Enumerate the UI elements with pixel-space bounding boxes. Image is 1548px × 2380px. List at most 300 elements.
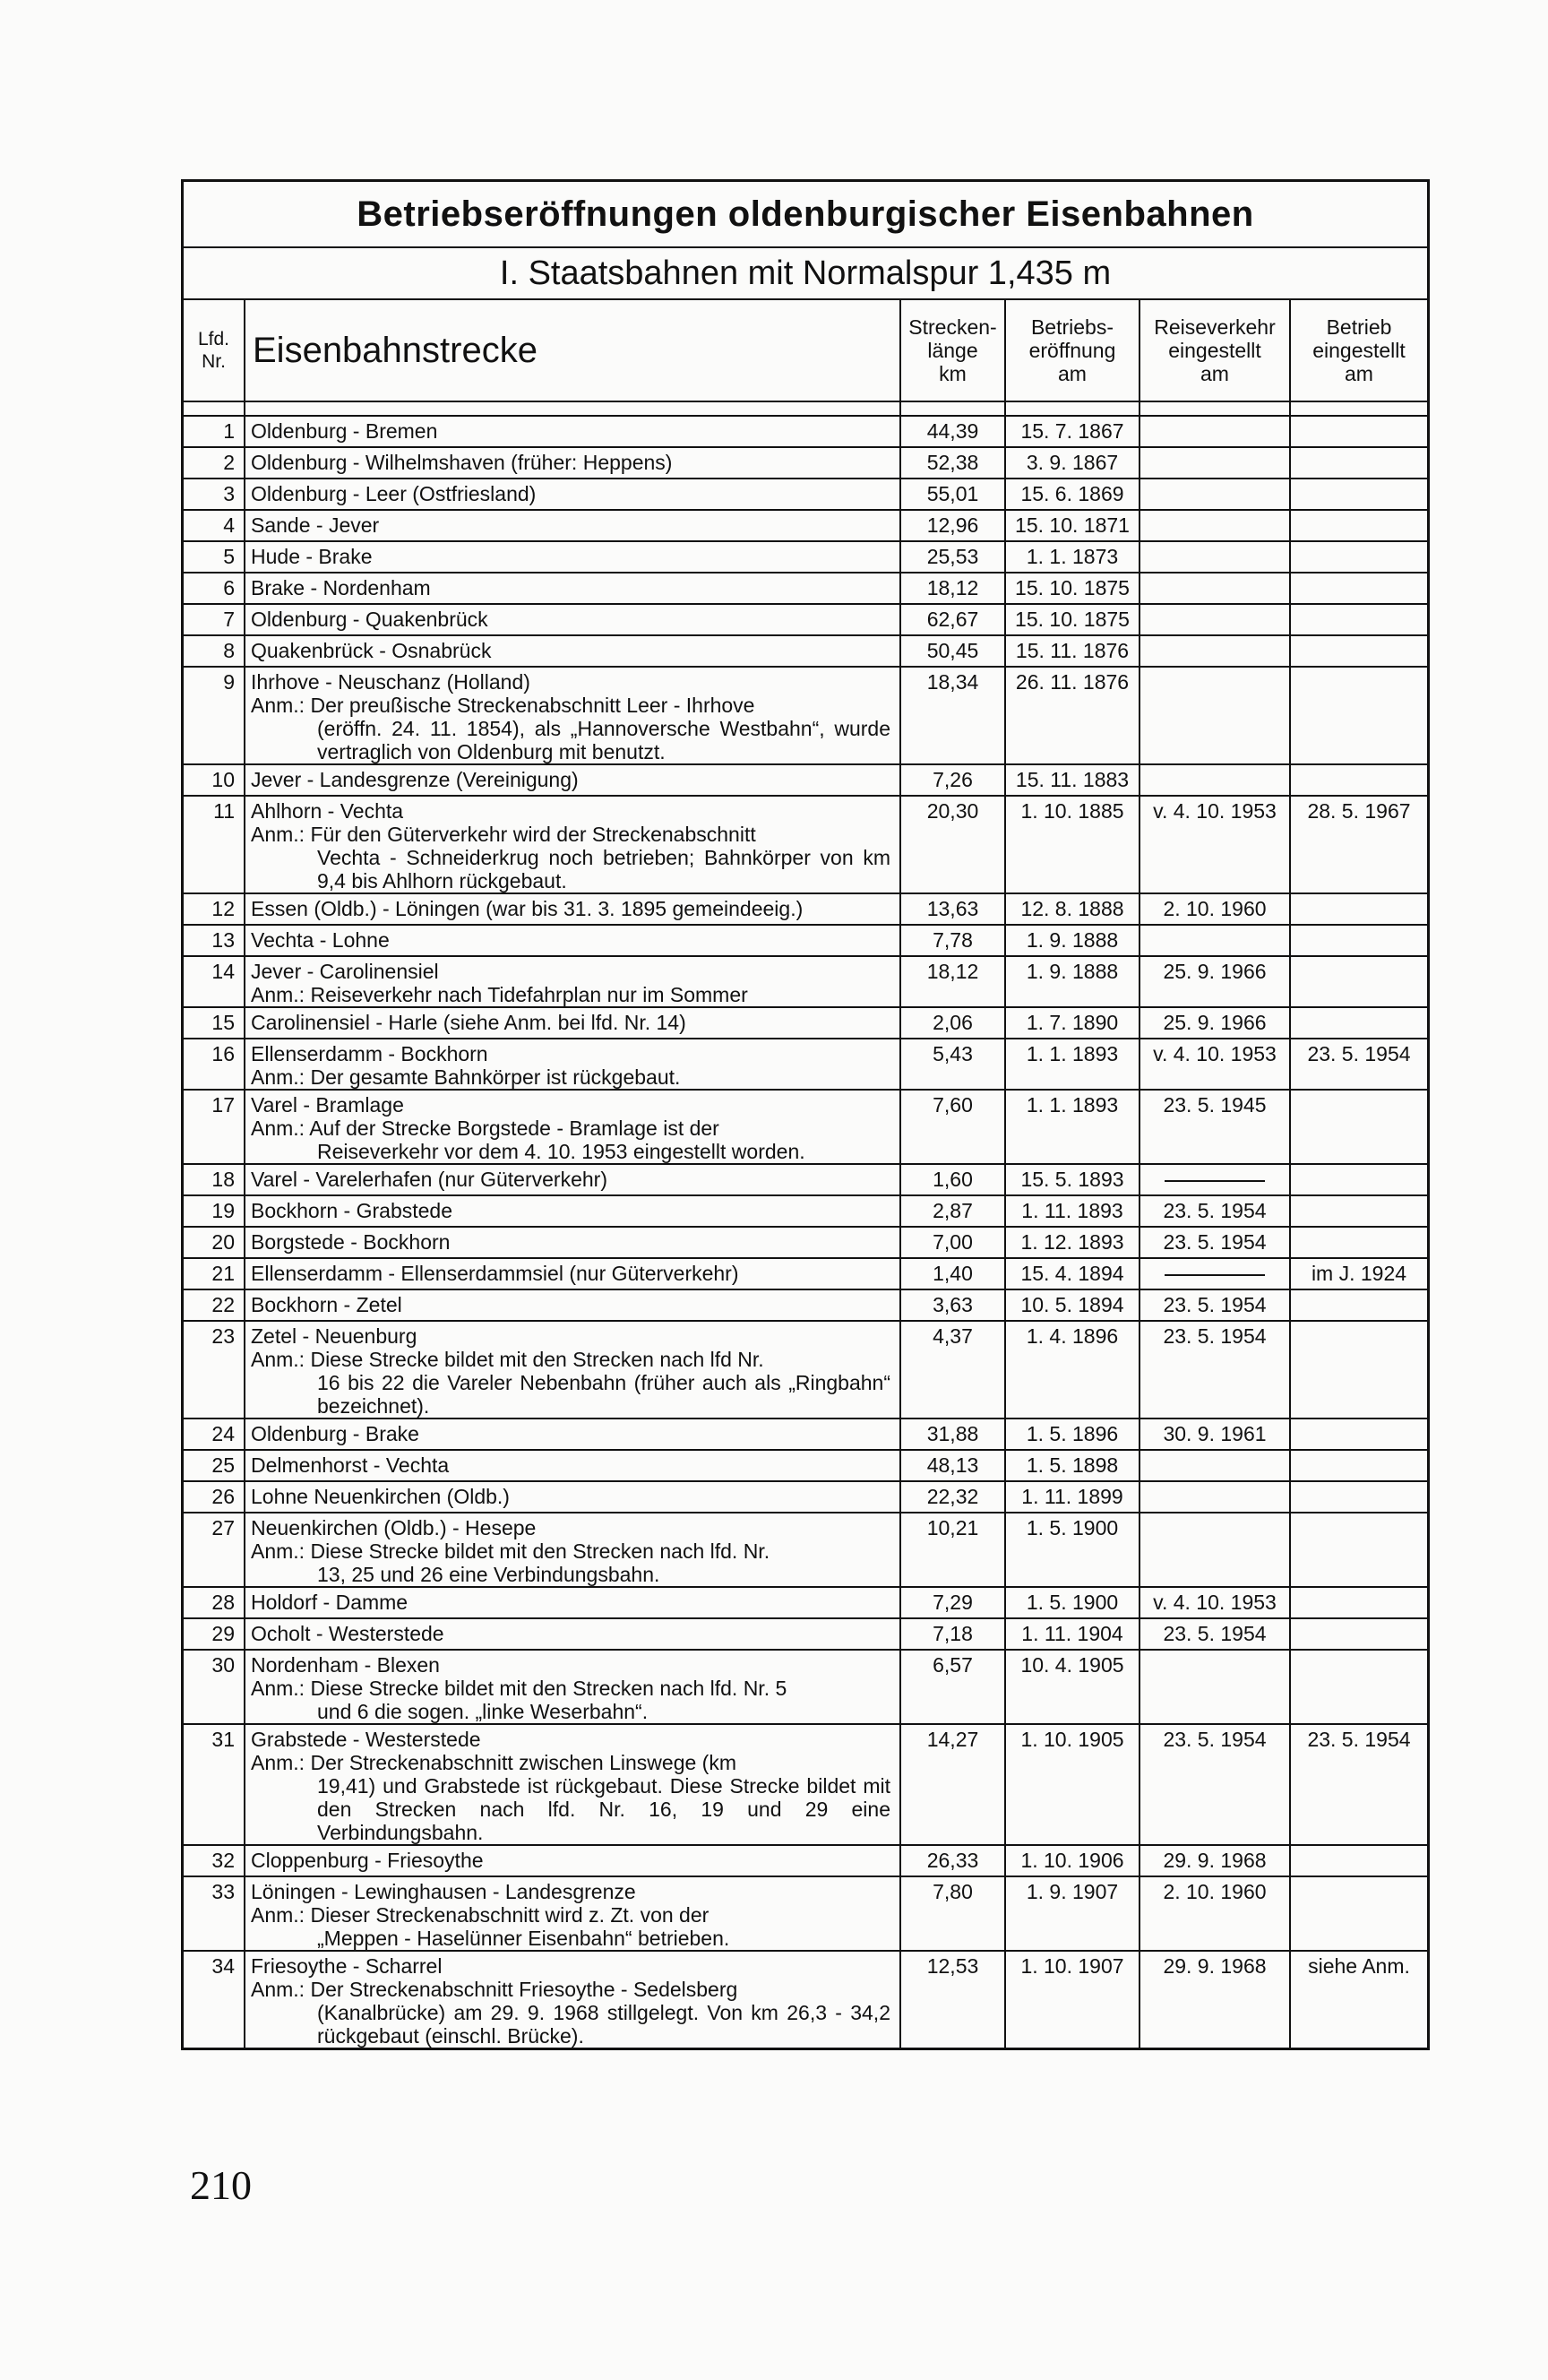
header-row <box>184 300 1427 401</box>
route-note-continued: (eröffn. 24. 11. 1854), als „Hannoversche Westbahn“, wurde vertraglich von Oldenburg mit benutzt. <box>317 717 890 763</box>
operation-ended: 23. 5. 1954 <box>1290 1039 1427 1090</box>
opening-date: 1. 11. 1893 <box>1005 1195 1140 1227</box>
opening-date: 1. 10. 1885 <box>1005 796 1140 893</box>
table-row <box>184 1321 1427 1419</box>
route-note: Anm.: Der Streckenabschnitt zwischen Linswege (km <box>251 1751 736 1774</box>
header-reiseverkehr-line: Reiseverkehr <box>1154 315 1276 339</box>
length-km: 5,43 <box>900 1039 1005 1090</box>
opening-date: 1. 4. 1896 <box>1005 1321 1140 1419</box>
passenger-ended: v. 4. 10. 1953 <box>1140 1587 1290 1618</box>
passenger-ended <box>1140 1164 1290 1195</box>
route-name: Quakenbrück - Osnabrück <box>251 639 492 662</box>
route-note: Anm.: Diese Strecke bildet mit den Strecken nach lfd. Nr. <box>251 1539 770 1563</box>
passenger-ended: 30. 9. 1961 <box>1140 1419 1290 1450</box>
opening-date: 1. 11. 1904 <box>1005 1618 1140 1650</box>
route-name: Jever - Landesgrenze (Vereinigung) <box>251 768 579 791</box>
page-number: 210 <box>190 2162 252 2208</box>
route-cell <box>245 1164 900 1195</box>
route-name: Varel - Varelerhafen (nur Güterverkehr) <box>251 1168 607 1191</box>
route-cell <box>245 956 900 1007</box>
passenger-ended: 25. 9. 1966 <box>1140 1007 1290 1039</box>
route-note-continued: 16 bis 22 die Vareler Nebenbahn (früher auch als „Ringbahn“ bezeichnet). <box>317 1371 890 1418</box>
opening-date: 10. 4. 1905 <box>1005 1650 1140 1724</box>
row-number: 17 <box>184 1090 245 1164</box>
operation-ended <box>1290 1618 1427 1650</box>
route-name: Hude - Brake <box>251 545 373 568</box>
opening-date: 1. 9. 1907 <box>1005 1876 1140 1951</box>
table-title: Betriebseröffnungen oldenburgischer Eisenbahnen <box>184 182 1427 248</box>
row-number: 19 <box>184 1195 245 1227</box>
route-cell <box>245 667 900 764</box>
table-row <box>184 416 1427 447</box>
passenger-ended: 2. 10. 1960 <box>1140 1876 1290 1951</box>
route-name: Cloppenburg - Friesoythe <box>251 1849 484 1872</box>
route-cell <box>245 1724 900 1845</box>
operation-ended <box>1290 764 1427 796</box>
route-note-continued: 19,41) und Grabstede ist rückgebaut. Diese Strecke bildet mit den Strecken nach lfd. Nr. 16, 19 und 29 eine Verbindungsbahn. <box>317 1774 890 1844</box>
route-cell <box>245 416 900 447</box>
route-cell <box>245 573 900 604</box>
route-note-continued: „Meppen - Haselünner Eisenbahn“ betrieben. <box>317 1927 730 1950</box>
passenger-ended <box>1140 635 1290 667</box>
length-km: 1,60 <box>900 1164 1005 1195</box>
header-betrieb-line: am <box>1345 362 1373 385</box>
operation-ended <box>1290 893 1427 925</box>
header-eroeffnung-line: Betriebs- <box>1030 315 1114 339</box>
passenger-ended <box>1140 1650 1290 1724</box>
table-row <box>184 893 1427 925</box>
passenger-ended <box>1140 510 1290 541</box>
length-km: 2,06 <box>900 1007 1005 1039</box>
length-km: 44,39 <box>900 416 1005 447</box>
row-number: 9 <box>184 667 245 764</box>
operation-ended: siehe Anm. <box>1290 1951 1427 2048</box>
route-cell <box>245 510 900 541</box>
operation-ended <box>1290 604 1427 635</box>
header-eroeffnung-line: am <box>1058 362 1087 385</box>
route-cell <box>245 1039 900 1090</box>
row-number: 27 <box>184 1513 245 1587</box>
row-number: 24 <box>184 1419 245 1450</box>
passenger-ended <box>1140 573 1290 604</box>
opening-date: 26. 11. 1876 <box>1005 667 1140 764</box>
length-km: 1,40 <box>900 1258 1005 1289</box>
opening-date: 1. 11. 1899 <box>1005 1481 1140 1513</box>
table-row <box>184 1007 1427 1039</box>
route-cell <box>245 1845 900 1876</box>
row-number: 14 <box>184 956 245 1007</box>
table-row <box>184 925 1427 956</box>
length-km: 50,45 <box>900 635 1005 667</box>
route-cell <box>245 1618 900 1650</box>
passenger-ended: 23. 5. 1954 <box>1140 1321 1290 1419</box>
route-note-continued: Reiseverkehr vor dem 4. 10. 1953 eingestellt worden. <box>317 1140 805 1163</box>
operation-ended: 28. 5. 1967 <box>1290 796 1427 893</box>
route-name: Ihrhove - Neuschanz (Holland) <box>251 670 530 694</box>
length-km: 62,67 <box>900 604 1005 635</box>
route-name: Ocholt - Westerstede <box>251 1622 444 1645</box>
length-km: 7,26 <box>900 764 1005 796</box>
length-km: 2,87 <box>900 1195 1005 1227</box>
passenger-ended <box>1140 447 1290 479</box>
route-name: Grabstede - Westerstede <box>251 1728 481 1751</box>
route-note: Anm.: Auf der Strecke Borgstede - Bramlage ist der <box>251 1117 719 1140</box>
operation-ended <box>1290 635 1427 667</box>
opening-date: 1. 1. 1873 <box>1005 541 1140 573</box>
operation-ended <box>1290 1007 1427 1039</box>
table-row <box>184 796 1427 893</box>
operation-ended <box>1290 1513 1427 1587</box>
opening-date: 1. 1. 1893 <box>1005 1039 1140 1090</box>
header-spacer-row <box>184 401 1427 416</box>
operation-ended <box>1290 667 1427 764</box>
row-number: 18 <box>184 1164 245 1195</box>
route-cell <box>245 893 900 925</box>
route-note: Anm.: Dieser Streckenabschnitt wird z. Zt. von der <box>251 1903 710 1927</box>
railway-table <box>184 300 1427 2048</box>
length-km: 55,01 <box>900 479 1005 510</box>
operation-ended <box>1290 956 1427 1007</box>
operation-ended <box>1290 1090 1427 1164</box>
route-name: Oldenburg - Leer (Ostfriesland) <box>251 482 537 505</box>
length-km: 31,88 <box>900 1419 1005 1450</box>
opening-date: 12. 8. 1888 <box>1005 893 1140 925</box>
route-cell <box>245 635 900 667</box>
opening-date: 1. 10. 1905 <box>1005 1724 1140 1845</box>
operation-ended <box>1290 1876 1427 1951</box>
opening-date: 1. 5. 1898 <box>1005 1450 1140 1481</box>
passenger-ended: 23. 5. 1954 <box>1140 1227 1290 1258</box>
opening-date: 15. 4. 1894 <box>1005 1258 1140 1289</box>
route-name: Zetel - Neuenburg <box>251 1324 417 1348</box>
row-number: 16 <box>184 1039 245 1090</box>
length-km: 12,96 <box>900 510 1005 541</box>
passenger-ended <box>1140 667 1290 764</box>
route-cell <box>245 1258 900 1289</box>
table-row <box>184 1724 1427 1845</box>
table-body <box>184 401 1427 2048</box>
route-name: Borgstede - Bockhorn <box>251 1230 451 1254</box>
route-cell <box>245 1951 900 2048</box>
opening-date: 1. 5. 1900 <box>1005 1513 1140 1587</box>
dash-rule <box>1165 1274 1265 1276</box>
passenger-ended: 29. 9. 1968 <box>1140 1951 1290 2048</box>
row-number: 32 <box>184 1845 245 1876</box>
operation-ended: im J. 1924 <box>1290 1258 1427 1289</box>
operation-ended <box>1290 1845 1427 1876</box>
route-cell <box>245 796 900 893</box>
opening-date: 15. 10. 1875 <box>1005 604 1140 635</box>
opening-date: 15. 11. 1883 <box>1005 764 1140 796</box>
header-laenge-line: km <box>939 362 967 385</box>
route-name: Brake - Nordenham <box>251 576 431 599</box>
passenger-ended <box>1140 1258 1290 1289</box>
header-reiseverkehr <box>1140 300 1290 401</box>
header-reiseverkehr-line: eingestellt <box>1168 339 1261 362</box>
table-row <box>184 764 1427 796</box>
header-nr <box>184 300 245 401</box>
operation-ended <box>1290 447 1427 479</box>
row-number: 21 <box>184 1258 245 1289</box>
passenger-ended: 23. 5. 1945 <box>1140 1090 1290 1164</box>
row-number: 2 <box>184 447 245 479</box>
operation-ended <box>1290 1227 1427 1258</box>
route-cell <box>245 604 900 635</box>
length-km: 7,78 <box>900 925 1005 956</box>
length-km: 7,00 <box>900 1227 1005 1258</box>
opening-date: 15. 7. 1867 <box>1005 416 1140 447</box>
row-number: 1 <box>184 416 245 447</box>
railway-openings-table-frame <box>181 179 1430 2050</box>
opening-date: 1. 9. 1888 <box>1005 956 1140 1007</box>
header-laenge-line: Strecken- <box>908 315 997 339</box>
table-row <box>184 1419 1427 1450</box>
operation-ended <box>1290 1587 1427 1618</box>
route-cell <box>245 1513 900 1587</box>
length-km: 3,63 <box>900 1289 1005 1321</box>
table-row <box>184 1876 1427 1951</box>
route-note-continued: (Kanalbrücke) am 29. 9. 1968 stillgelegt. Von km 26,3 - 34,2 rückgebaut (einschl. Brücke). <box>317 2001 890 2048</box>
route-cell <box>245 541 900 573</box>
passenger-ended: v. 4. 10. 1953 <box>1140 796 1290 893</box>
row-number: 11 <box>184 796 245 893</box>
passenger-ended: 23. 5. 1954 <box>1140 1195 1290 1227</box>
table-row <box>184 1845 1427 1876</box>
opening-date: 15. 11. 1876 <box>1005 635 1140 667</box>
route-name: Bockhorn - Zetel <box>251 1293 402 1316</box>
route-cell <box>245 1650 900 1724</box>
length-km: 7,60 <box>900 1090 1005 1164</box>
route-name: Vechta - Lohne <box>251 928 390 952</box>
route-name: Essen (Oldb.) - Löningen (war bis 31. 3. 1895 gemeindeeig.) <box>251 897 804 920</box>
table-row <box>184 1618 1427 1650</box>
table-row <box>184 573 1427 604</box>
route-cell <box>245 1587 900 1618</box>
opening-date: 1. 9. 1888 <box>1005 925 1140 956</box>
route-cell <box>245 1876 900 1951</box>
operation-ended <box>1290 925 1427 956</box>
length-km: 48,13 <box>900 1450 1005 1481</box>
operation-ended <box>1290 1289 1427 1321</box>
row-number: 6 <box>184 573 245 604</box>
passenger-ended <box>1140 416 1290 447</box>
opening-date: 3. 9. 1867 <box>1005 447 1140 479</box>
length-km: 12,53 <box>900 1951 1005 2048</box>
passenger-ended: 29. 9. 1968 <box>1140 1845 1290 1876</box>
passenger-ended <box>1140 925 1290 956</box>
length-km: 18,12 <box>900 956 1005 1007</box>
route-name: Ellenserdamm - Bockhorn <box>251 1042 488 1065</box>
table-row <box>184 1195 1427 1227</box>
route-name: Neuenkirchen (Oldb.) - Hesepe <box>251 1516 537 1539</box>
route-note-continued: 13, 25 und 26 eine Verbindungsbahn. <box>317 1563 660 1586</box>
route-name: Lohne Neuenkirchen (Oldb.) <box>251 1485 510 1508</box>
operation-ended <box>1290 416 1427 447</box>
length-km: 6,57 <box>900 1650 1005 1724</box>
table-row <box>184 510 1427 541</box>
row-number: 23 <box>184 1321 245 1419</box>
row-number: 28 <box>184 1587 245 1618</box>
opening-date: 1. 10. 1907 <box>1005 1951 1140 2048</box>
passenger-ended <box>1140 604 1290 635</box>
header-strecke: Eisenbahnstrecke <box>245 300 900 401</box>
table-row <box>184 447 1427 479</box>
route-name: Nordenham - Blexen <box>251 1653 440 1677</box>
opening-date: 15. 10. 1871 <box>1005 510 1140 541</box>
route-name: Ahlhorn - Vechta <box>251 799 404 823</box>
route-name: Holdorf - Damme <box>251 1591 408 1614</box>
opening-date: 1. 12. 1893 <box>1005 1227 1140 1258</box>
length-km: 22,32 <box>900 1481 1005 1513</box>
table-row <box>184 667 1427 764</box>
header-betrieb-line: eingestellt <box>1312 339 1406 362</box>
table-row <box>184 479 1427 510</box>
route-cell <box>245 1419 900 1450</box>
length-km: 10,21 <box>900 1513 1005 1587</box>
route-cell <box>245 925 900 956</box>
route-cell <box>245 1007 900 1039</box>
table-row <box>184 1513 1427 1587</box>
table-row <box>184 635 1427 667</box>
table-row <box>184 604 1427 635</box>
row-number: 25 <box>184 1450 245 1481</box>
route-cell <box>245 1289 900 1321</box>
passenger-ended <box>1140 1481 1290 1513</box>
table-row <box>184 1090 1427 1164</box>
route-name: Oldenburg - Bremen <box>251 419 438 443</box>
header-eroeffnung <box>1005 300 1140 401</box>
row-number: 3 <box>184 479 245 510</box>
passenger-ended: v. 4. 10. 1953 <box>1140 1039 1290 1090</box>
route-cell <box>245 1227 900 1258</box>
operation-ended <box>1290 1321 1427 1419</box>
operation-ended <box>1290 1419 1427 1450</box>
route-cell <box>245 1195 900 1227</box>
table-row <box>184 1227 1427 1258</box>
route-note: Anm.: Der Streckenabschnitt Friesoythe - Sedelsberg <box>251 1978 738 2001</box>
table-row <box>184 1587 1427 1618</box>
passenger-ended: 23. 5. 1954 <box>1140 1724 1290 1845</box>
route-name: Varel - Bramlage <box>251 1093 404 1117</box>
header-reiseverkehr-line: am <box>1200 362 1229 385</box>
opening-date: 10. 5. 1894 <box>1005 1289 1140 1321</box>
route-cell <box>245 1321 900 1419</box>
opening-date: 1. 7. 1890 <box>1005 1007 1140 1039</box>
row-number: 29 <box>184 1618 245 1650</box>
table-row <box>184 1289 1427 1321</box>
opening-date: 15. 5. 1893 <box>1005 1164 1140 1195</box>
length-km: 18,34 <box>900 667 1005 764</box>
table-row <box>184 1951 1427 2048</box>
route-name: Delmenhorst - Vechta <box>251 1453 450 1477</box>
table-row <box>184 1164 1427 1195</box>
row-number: 22 <box>184 1289 245 1321</box>
operation-ended <box>1290 1195 1427 1227</box>
length-km: 26,33 <box>900 1845 1005 1876</box>
row-number: 15 <box>184 1007 245 1039</box>
route-note: Anm.: Der preußische Streckenabschnitt Leer - Ihrhove <box>251 694 755 717</box>
route-name: Jever - Carolinensiel <box>251 960 439 983</box>
row-number: 10 <box>184 764 245 796</box>
header-nr-line: Nr. <box>202 351 226 372</box>
length-km: 18,12 <box>900 573 1005 604</box>
table-row <box>184 1481 1427 1513</box>
operation-ended <box>1290 573 1427 604</box>
table-row <box>184 1650 1427 1724</box>
operation-ended: 23. 5. 1954 <box>1290 1724 1427 1845</box>
passenger-ended <box>1140 1450 1290 1481</box>
length-km: 7,80 <box>900 1876 1005 1951</box>
opening-date: 1. 5. 1896 <box>1005 1419 1140 1450</box>
header-betrieb <box>1290 300 1427 401</box>
route-cell <box>245 1090 900 1164</box>
length-km: 20,30 <box>900 796 1005 893</box>
table-subtitle: I. Staatsbahnen mit Normalspur 1,435 m <box>184 248 1427 300</box>
row-number: 13 <box>184 925 245 956</box>
route-name: Carolinensiel - Harle (siehe Anm. bei lfd. Nr. 14) <box>251 1011 686 1034</box>
table-row <box>184 956 1427 1007</box>
operation-ended <box>1290 510 1427 541</box>
passenger-ended: 23. 5. 1954 <box>1140 1289 1290 1321</box>
operation-ended <box>1290 1164 1427 1195</box>
length-km: 13,63 <box>900 893 1005 925</box>
route-cell <box>245 479 900 510</box>
header-laenge <box>900 300 1005 401</box>
row-number: 7 <box>184 604 245 635</box>
passenger-ended <box>1140 479 1290 510</box>
passenger-ended: 23. 5. 1954 <box>1140 1618 1290 1650</box>
route-cell <box>245 764 900 796</box>
row-number: 26 <box>184 1481 245 1513</box>
opening-date: 1. 10. 1906 <box>1005 1845 1140 1876</box>
row-number: 30 <box>184 1650 245 1724</box>
operation-ended <box>1290 479 1427 510</box>
passenger-ended <box>1140 764 1290 796</box>
header-betrieb-line: Betrieb <box>1326 315 1392 339</box>
header-nr-line: Lfd. <box>197 329 230 349</box>
route-name: Bockhorn - Grabstede <box>251 1199 453 1222</box>
passenger-ended: 25. 9. 1966 <box>1140 956 1290 1007</box>
row-number: 5 <box>184 541 245 573</box>
length-km: 4,37 <box>900 1321 1005 1419</box>
length-km: 14,27 <box>900 1724 1005 1845</box>
row-number: 31 <box>184 1724 245 1845</box>
opening-date: 1. 5. 1900 <box>1005 1587 1140 1618</box>
route-note: Anm.: Diese Strecke bildet mit den Strecken nach lfd. Nr. 5 <box>251 1677 787 1700</box>
row-number: 33 <box>184 1876 245 1951</box>
route-note-continued: und 6 die sogen. „linke Weserbahn“. <box>317 1700 649 1723</box>
table-row <box>184 1039 1427 1090</box>
row-number: 20 <box>184 1227 245 1258</box>
route-note: Anm.: Für den Güterverkehr wird der Streckenabschnitt <box>251 823 756 846</box>
route-name: Oldenburg - Quakenbrück <box>251 608 488 631</box>
route-name: Ellenserdamm - Ellenserdammsiel (nur Güterverkehr) <box>251 1262 739 1285</box>
route-cell <box>245 447 900 479</box>
length-km: 7,29 <box>900 1587 1005 1618</box>
table-row <box>184 1258 1427 1289</box>
route-name: Löningen - Lewinghausen - Landesgrenze <box>251 1880 636 1903</box>
passenger-ended <box>1140 1513 1290 1587</box>
row-number: 12 <box>184 893 245 925</box>
header-laenge-line: länge <box>927 339 978 362</box>
operation-ended <box>1290 1450 1427 1481</box>
route-name: Friesoythe - Scharrel <box>251 1954 443 1978</box>
passenger-ended: 2. 10. 1960 <box>1140 893 1290 925</box>
header-eroeffnung-line: eröffnung <box>1028 339 1116 362</box>
route-name: Oldenburg - Brake <box>251 1422 419 1445</box>
passenger-ended <box>1140 541 1290 573</box>
route-note: Anm.: Diese Strecke bildet mit den Strecken nach lfd Nr. <box>251 1348 764 1371</box>
